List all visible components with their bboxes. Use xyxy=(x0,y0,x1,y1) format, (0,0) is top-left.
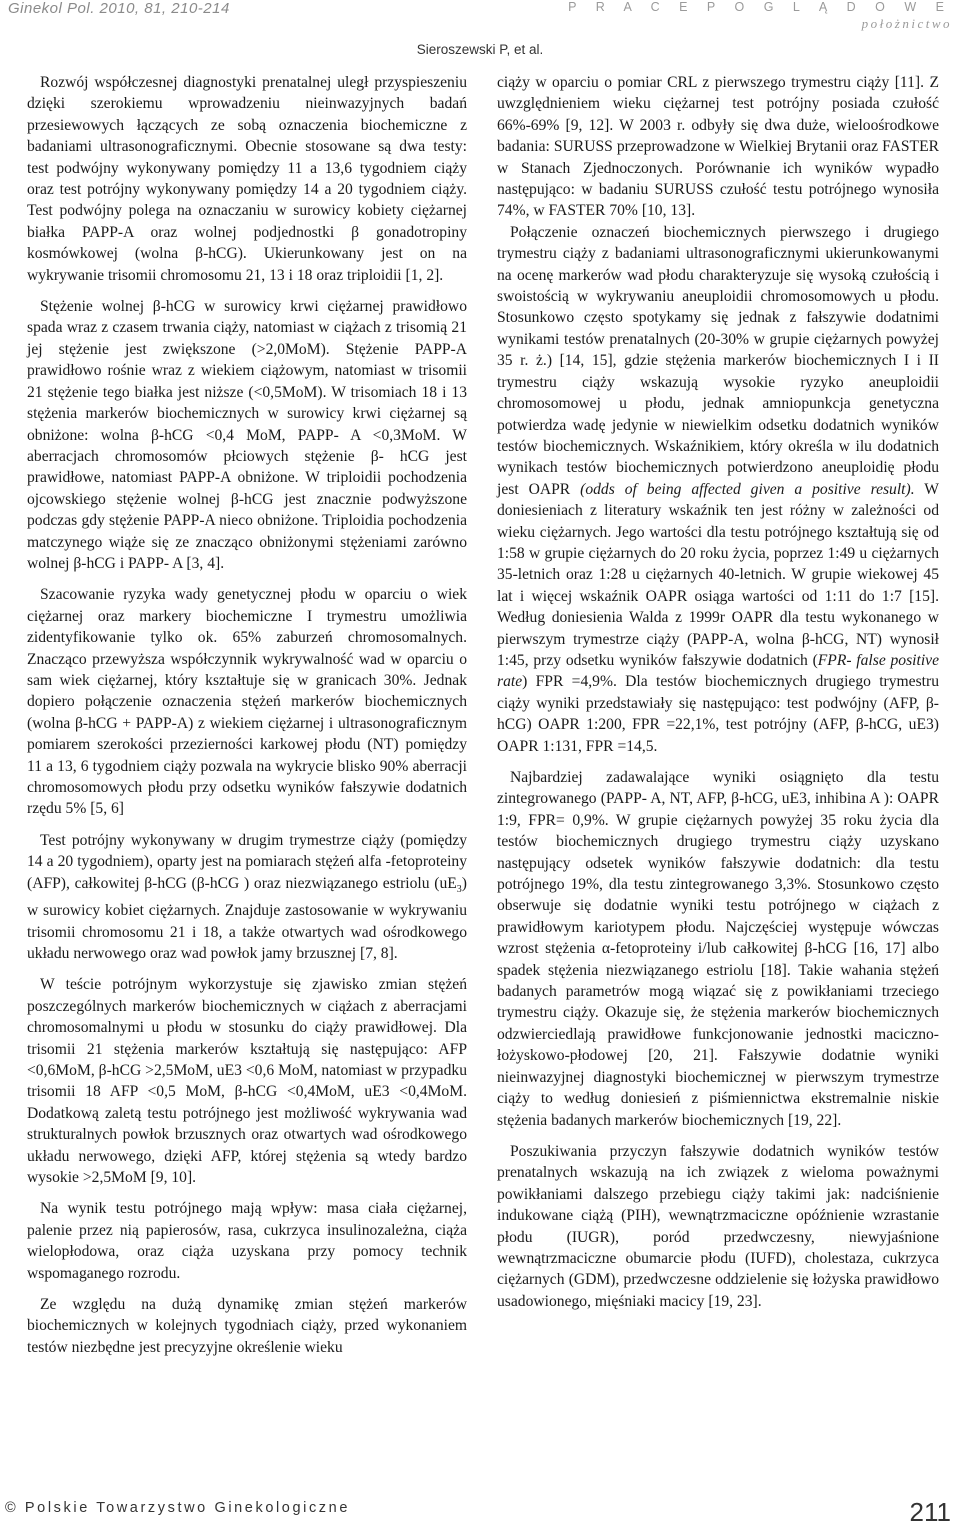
running-authors: Sieroszewski P, et al. xyxy=(416,42,544,57)
paragraph: Poszukiwania przyczyn fałszywie dodatnich wyników testów prenatalnych wskazują na ich związek z wieloma poważnymi powikłaniami dalszego przebiegu ciąży takimi jak: nadciśnienie indukowane ciążą (PIH), wewnątrzmaciczne opóźnienie wzrastanie płodu (IUGR), poród przedwczesny, niewyjaśnione wewnątrzmaciczne obumarcie płodu (IUFD), cholestaza, cukrzyca ciężarnych (GDM), przedwczesne oddzielenie się łożyska prawidłowo usadowionego, mięśniaki macicy [19, 23]. xyxy=(497,1142,939,1310)
paragraph: Rozwój współczesnej diagnostyki prenatalnej uległ przyspieszeniu dzięki szerokiemu wprowadzeniu nieinwazyjnych badań przesiewowych łączących ze sobą oznaczenia biochemiczne z badaniami ultrasonograficznymi. Obecnie stosowane są dwa testy: test podwójny wykonywany pomiędzy 11 a 13,6 tygodniem ciąży oraz test potrójny wykonywany pomiędzy 14 a 20 tygodniem ciąży. Test podwójny polega na oznaczaniu w surowicy kobiety ciężarnej białka PAPP-A oraz wolnej podjednostki β gonadotropiny kosmówkowej (wolna β-hCG). Ukierunkowany jest on na wykrywanie trisomii chromosomu 21, 13 i 18 oraz triploidii [1, 2]. xyxy=(27,74,467,284)
publisher-footer: © Polskie Towarzystwo Ginekologiczne xyxy=(5,1500,350,1516)
paragraph: Najbardziej zadawalające wyniki osiągnięto dla testu zintegrowanego (PAPP- A, NT, AFP, β-hCG, uE3, inhibina A ): OAPR 1:9, FPR= 0,9%. W grupie ciężarnych powyżej 35 roku życia dla testów biochemicznych drugiego trymestru ciąży uzyskano następujący odsetek wyników fałszywie dodatnich: dla testu potrójnego 19%, dla testu zintegrowanego 3,3%. Stosunkowo często obserwuje się dodatnie wyniki testu potrójnego w ciążach z prawidłowym kariotypem płodu. Najczęściej występuje wówczas wzrost stężenia α-fetoproteiny i/lub całkowitej β-hCG [16, 17] albo spadek stężenia niezwiązanego estriolu [18]. Takie wahania stężeń badanych parametrów mogą wiązać się z powikłaniami trzeciego trymestru ciąży. Okazuje się, że stężenia markerów biochemicznych odzwierciedlają prawidłowe funkcjonowanie jednostki maciczno-łożyskowo-płodowej [20, 21]. Fałszywie dodatnie wyniki nieinwazyjnej diagnostyki biochemicznej w pierwszym trymestrze ciąży to według doniesień z piśmiennictwa ekstremalnie niskie stężenia badanych markerów biochemicznych [19, 22]. xyxy=(497,769,939,1129)
paragraph xyxy=(497,222,939,757)
page-number: 211 xyxy=(909,1497,951,1527)
paragraph-text: ) FPR =4,9%. Dla testów biochemicznych drugiego trymestru ciąży wyniki przedstawiały się następująco: test podwójny (AFP, β-hCG) OAPR 1:200, FPR =22,1%, test potrójny (AFP, β-hCG, uE3) OAPR 1:131, FPR =14,5. xyxy=(497,673,939,755)
subscript: 3 xyxy=(456,883,462,895)
paragraph: Stężenie wolnej β-hCG w surowicy krwi ciężarnej prawidłowo spada wraz z czasem trwania ciąży, natomiast w ciążach z trisomią 21 jej stężenie jest zwiększone (>2,0MoM). Stężenie PAPP-A prawidłowo rośnie wraz z wiekiem ciążowym, natomiast w trisomii 21 stężenie tego białka jest niższe (<0,5MoM). W trisomiach 18 i 13 stężenia markerów biochemicznych w surowicy krwi ciężarnej są obniżone: wolna β-hCG <0,4 MoM, PAPP- A <0,3MoM. W aberracjach chromosomów płciowych stężenie β- hCG jest prawidłowe, natomiast PAPP-A obniżone. W triploidii pochodzenia ojcowskiego stężenie wolnej β-hCG jest znacznie podwyższone podczas gdy stężenie PAPP-A nieco obniżone. Triploidia pochodzenia matczynego wiąże się ze znacząco obniżonymi stężeniami zarówno wolnej β-hCG i PAPP- A [3, 4]. xyxy=(27,298,467,572)
paragraph: Na wynik testu potrójnego mają wpływ: masa ciała ciężarnej, palenie przez nią papierosów, rasa, cukrzyca insulinozależna, ciąża wielopłodowa, oraz ciąża uzyskana przy pomocy technik wspomaganego rozrodu. xyxy=(27,1200,467,1282)
paragraph xyxy=(27,830,467,965)
left-column xyxy=(27,72,467,1358)
journal-citation: Ginekol Pol. 2010, 81, 210-214 xyxy=(8,0,230,17)
section-label: P R A C E P O G L Ą D O W E xyxy=(568,0,952,14)
paragraph-text: W doniesieniach z literatury wskaźnik ten jest różny w zależności od wieku ciężarnych. Jego wartości dla testu potrójnego kształtują się od 1:58 w grupie ciężarnych do 20 roku życia, poprzez 1:49 u ciężarnych 35-letnich oraz 1:28 u ciężarnych 40-letnich. W grupie wiekowej 45 lat i więcej wskaźnik OAPR osiąga wartości od 1:11 do 1:7 [15]. Według doniesienia Walda z 1999r OAPR dla testu wykonanego w pierwszym trymestrze ciąży (PAPP-A, wolna β-hCG, NT) wynosił 1:45, przy odsetku wyników fałszywie dodatnich ( xyxy=(497,480,939,669)
paragraph-text: Test potrójny wykonywany w drugim trymestrze ciąży (pomiędzy 14 a 20 tygodniem), oparty jest na pomiarach stężeń alfa -fetoproteiny (AFP), całkowitej β-hCG (β-hCG ) oraz niezwiązanego estriolu (uE xyxy=(27,831,467,892)
right-column xyxy=(497,72,939,1312)
section-subtitle: położnictwo xyxy=(861,16,952,31)
paragraph: W teście potrójnym wykorzystuje się zjawisko zmian stężeń poszczególnych markerów biochemicznych w ciążach z aberracjami chromosomalnymi u płodu w stosunku do ciąży prawidłowej. Dla trisomii 21 stężenia markerów kształtują się następująco: AFP <0,6MoM, β-hCG >2,5MoM, uE3 <0,6 MoM, natomiast w przypadku trisomii 18 AFP <0,5 MoM, β-hCG <0,4MoM, uE3 <0,4MoM. Dodatkową zaletą testu potrójnego jest możliwość wykrywania wad strukturalnych powłok brzusznych oraz otwartych wad ośrodkowego układu nerwowego, dzięki AFP, której stężenia są wtedy bardzo wysokie >2,5MoM [9, 10]. xyxy=(27,976,467,1187)
paragraph: Szacowanie ryzyka wady genetycznej płodu w oparciu o wiek ciężarnej oraz markery biochemiczne I trymestru umożliwia zidentyfikowanie tylko ok. 65% zaburzeń chromosomalnych. Znacząco przewyższa współczynnik wykrywalność wad w oparciu o sam wiek ciężarnej, który kształtuje się w granicach 30%. Jednak dopiero połączenie oznaczenia stężeń markerów biochemicznych (wolna β-hCG + PAPP-A) z wiekiem ciężarnej i ultrasonograficznym pomiarem szerokości przezierności karkowej płodu (NT) pomiędzy 11 a 13, 6 tygodniem ciąży pozwala na wykrycie blisko 90% aberracji chromosomowych płodu przy odsetku wyników fałszywie dodatnich rzędu 5% [5, 6] xyxy=(27,586,467,818)
paragraph-text: ) w surowicy kobiet ciężarnych. Znajduje zastosowanie w wykrywaniu trisomii chromosomu 21 i 18, a także otwartych wad ośrodkowego układu nerwowego oraz wad powłok jamy brzusznej [7, 8]. xyxy=(27,874,467,962)
section-header xyxy=(568,0,952,32)
paragraph-text: Połączenie oznaczeń biochemicznych pierwszego i drugiego trymestru ciąży z badaniami ultrasonograficznymi ukierunkowanymi na ocenę markerów wad płodu charakteryzuje się wysoką czułością i swoistością w wykrywaniu aneuploidii chromosomowych u płodu. Stosunkowo często spotykamy się jednak z fałszywie dodatnimi wynikami testów prenatalnych (20-30% w grupie ciężarnych powyżej 35 r. ż.) [14, 15], gdzie stężenia markerów biochemicznych I i II trymestru ciąży wskazują wysokie ryzyko aneuploidii chromosomowej u płodu, jednak amniopunkcja genetyczna potwierdza wadę jedynie w niewielkim odsetku dodatnich wyników testów biochemicznych. Wskaźnikiem, który określa w ilu dodatnich wynikach testów biochemicznych potwierdzono aneuploidię płodu jest OAPR xyxy=(497,223,939,498)
italic-text: FPR- false positive rate xyxy=(497,651,939,691)
paragraph: ciąży w oparciu o pomiar CRL z pierwszego trymestru ciąży [11]. Z uwzględnieniem wieku ciężarnej test potrójny posiada czułość 66%-69% [9, 12]. W 2003 r. odbyły się dwa duże, wieloośrodkowe badania: SURUSS przeprowadzone w Wielkiej Brytanii oraz FASTER w Stanach Zjednoczonych. Porównanie ich wyników wypadło następująco: w badaniu SURUSS czułość testu potrójnego wynosiła 74%, w FASTER 70% [10, 13]. xyxy=(497,74,939,220)
paragraph: Ze względu na dużą dynamikę zmian stężeń markerów biochemicznych w kolejnych tygodniach ciąży, przed wykonaniem testów niezbędne jest precyzyjne określenie wieku xyxy=(27,1296,467,1356)
italic-text: (odds of being affected given a positive result). xyxy=(580,480,915,498)
